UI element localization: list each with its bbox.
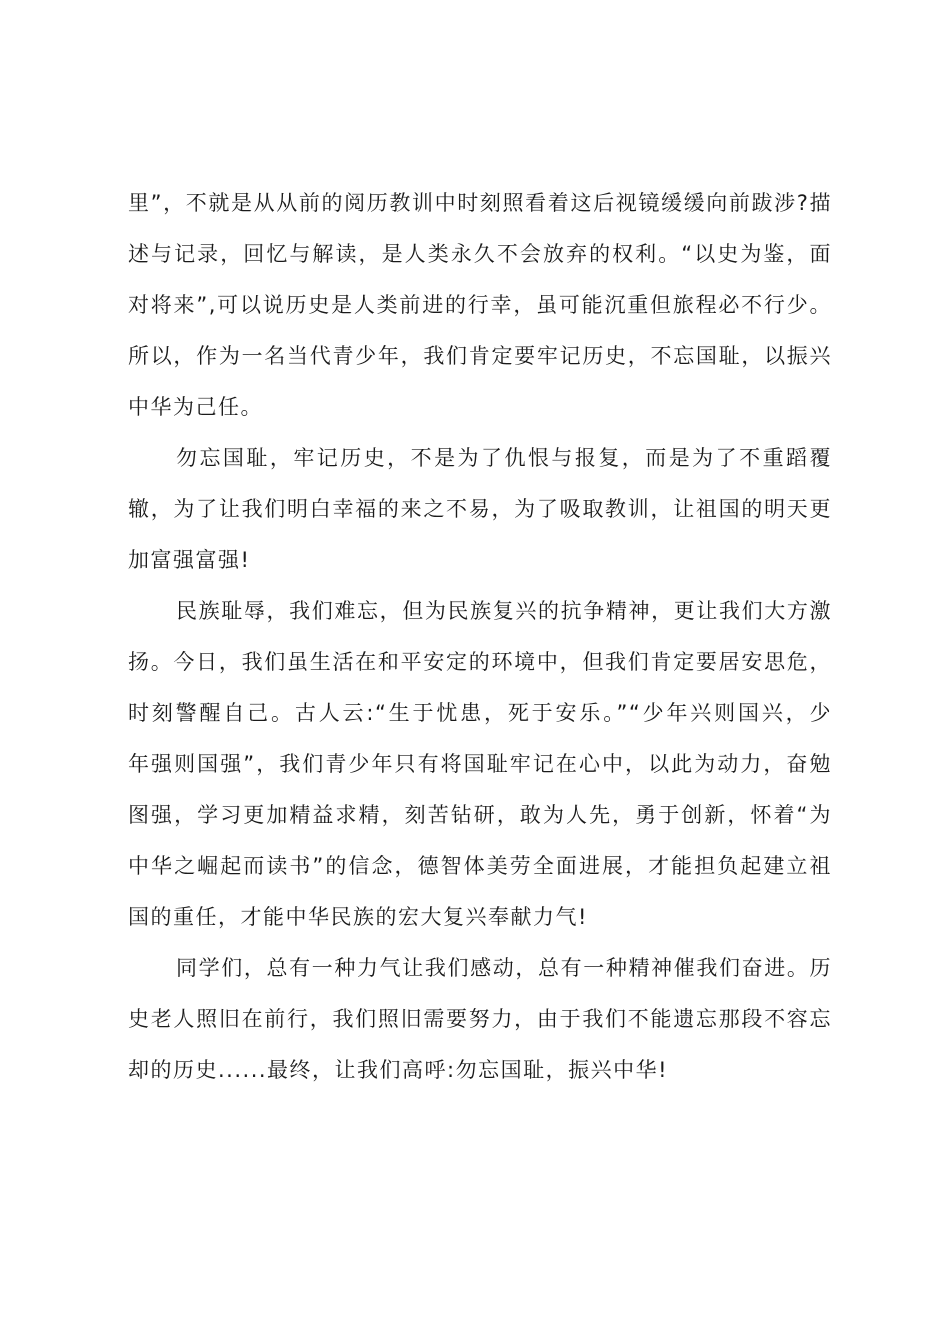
paragraph-1-line-2: 述与记录，回忆与解读，是人类永久不会放弃的权利。“以史为鉴，面 [128,242,832,266]
paragraph-1-line-5: 中华为己任。 [128,395,263,419]
paragraph-3-line-1: 民族耻辱，我们难忘，但为民族复兴的抗争精神，更让我们大方激 [176,599,832,623]
paragraph-2-line-2: 辙，为了让我们明白幸福的来之不易，为了吸取教训，让祖国的明天更 [128,497,832,521]
paragraph-3-line-5: 图强，学习更加精益求精，刻苦钻研，敢为人先，勇于创新，怀着“为 [128,803,832,827]
paragraph-1-line-1: 里”，不就是从从前的阅历教训中时刻照看着这后视镜缓缓向前跋涉?描 [128,191,832,215]
paragraph-1-line-3: 对将来”,可以说历史是人类前进的行幸，虽可能沉重但旅程必不行少。 [128,293,832,317]
paragraph-3-line-7: 国的重任，才能中华民族的宏大复兴奉献力气! [128,905,588,929]
paragraph-2-line-1: 勿忘国耻，牢记历史，不是为了仇恨与报复，而是为了不重蹈覆 [176,446,832,470]
paragraph-4-line-3: 却的历史......最终，让我们高呼:勿忘国耻，振兴中华! [128,1058,669,1082]
paragraph-3-line-3: 时刻警醒自己。古人云:“生于忧患，死于安乐。”“少年兴则国兴，少 [128,701,832,725]
paragraph-1-line-4: 所以，作为一名当代青少年，我们肯定要牢记历史，不忘国耻，以振兴 [128,344,832,368]
paragraph-3-line-2: 扬。今日，我们虽生活在和平安定的环境中，但我们肯定要居安思危， [128,650,832,674]
paragraph-3-line-4: 年强则国强”，我们青少年只有将国耻牢记在心中，以此为动力，奋勉 [128,752,832,776]
paragraph-4-line-1: 同学们，总有一种力气让我们感动，总有一种精神催我们奋进。历 [176,956,832,980]
paragraph-2-line-3: 加富强富强! [128,548,251,572]
paragraph-3-line-6: 中华之崛起而读书”的信念，德智体美劳全面进展，才能担负起建立祖 [128,854,832,878]
paragraph-4-line-2: 史老人照旧在前行，我们照旧需要努力，由于我们不能遗忘那段不容忘 [128,1007,832,1031]
